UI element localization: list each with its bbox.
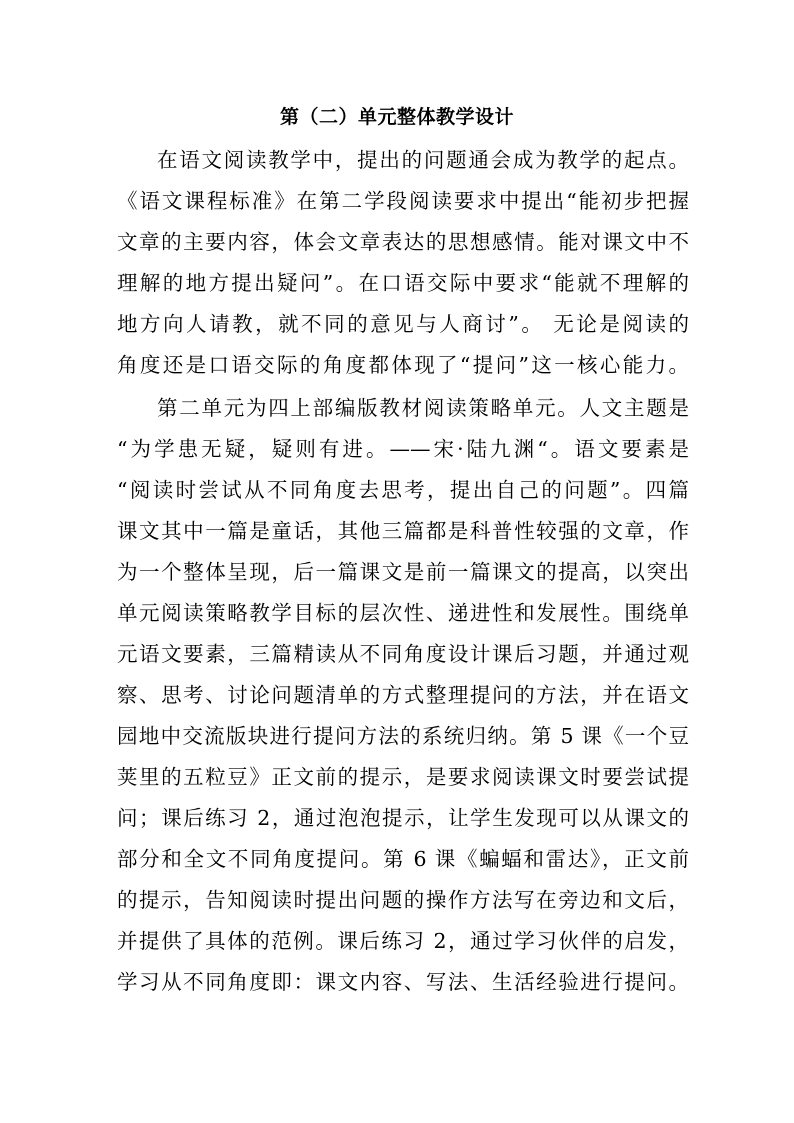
paragraph-2-line-2: “为学患无疑，疑则有进。——宋·陆九渊“。语文要素是 [117,437,689,461]
paragraph-2-line-3: “阅读时尝试从不同角度去思考，提出自己的问题”。四篇 [117,478,689,502]
paragraph-2-line-13: 的提示，告知阅读时提出问题的操作方法写在旁边和文后， [117,888,689,912]
paragraph-2-line-4: 课文其中一篇是童话，其他三篇都是科普性较强的文章，作 [117,519,689,543]
paragraph-2-line-5: 为一个整体呈现，后一篇课文是前一篇课文的提高，以突出 [117,560,689,584]
paragraph-2-line-10: 荚里的五粒豆》正文前的提示，是要求阅读课文时要尝试提 [117,765,689,789]
paragraph-2-line-14: 并提供了具体的范例。课后练习 2，通过学习伙伴的启发， [117,929,689,953]
paragraph-2-line-12: 部分和全文不同角度提问。第 6 课《蝙蝠和雷达》，正文前 [117,847,689,871]
page-title: 第（二）单元整体教学设计 [279,106,514,128]
paragraph-2-line-11: 问；课后练习 2，通过泡泡提示，让学生发现可以从课文的 [117,806,689,830]
paragraph-1-line-3: 文章的主要内容，体会文章表达的思想感情。能对课文中不 [117,230,689,254]
paragraph-2-line-7: 元语文要素，三篇精读从不同角度设计课后习题，并通过观 [117,642,689,666]
paragraph-2-line-8: 察、思考、讨论问题清单的方式整理提问的方法，并在语文 [117,683,689,707]
paragraph-2-line-9: 园地中交流版块进行提问方法的系统归纳。第 5 课《一个豆 [117,724,689,748]
paragraph-1-line-6: 角度还是口语交际的角度都体现了“提问”这一核心能力。 [117,353,689,377]
paragraph-1-line-2: 《语文课程标准》在第二学段阅读要求中提出“能初步把握 [117,189,689,213]
paragraph-1-line-4: 理解的地方提出疑问”。在口语交际中要求“能就不理解的 [117,271,689,295]
paragraph-1-line-5: 地方向人请教，就不同的意见与人商讨”。 无论是阅读的 [117,312,689,336]
paragraph-2-line-6: 单元阅读策略教学目标的层次性、递进性和发展性。围绕单 [117,601,689,625]
paragraph-1-line-1: 在语文阅读教学中，提出的问题通会成为教学的起点。 [157,148,689,172]
paragraph-2-line-15: 学习从不同角度即：课文内容、写法、生活经验进行提问。 [117,970,689,994]
paragraph-2-line-1: 第二单元为四上部编版教材阅读策略单元。人文主题是 [157,396,689,420]
